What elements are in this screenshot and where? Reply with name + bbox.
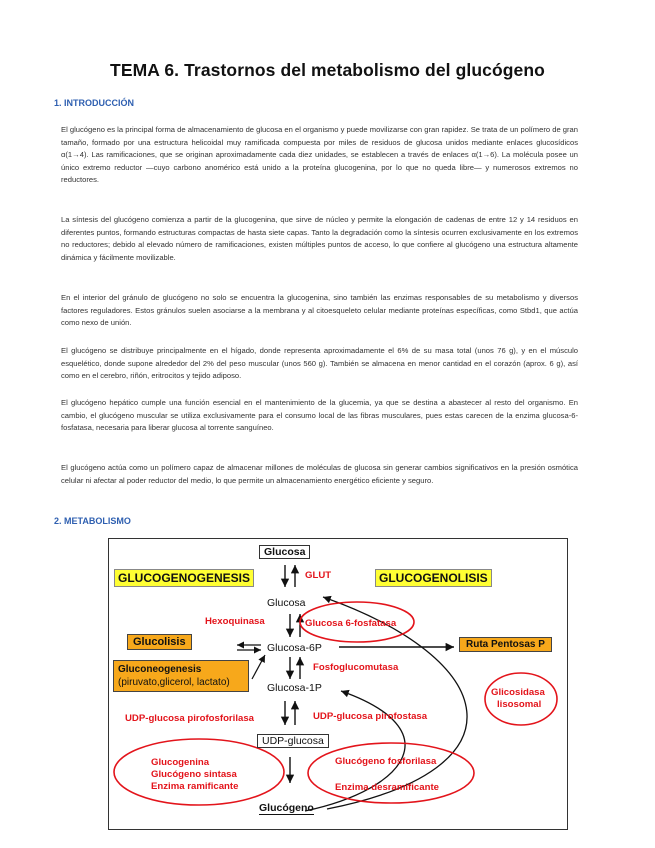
- box-glucogenolisis: GLUCOGENOLISIS: [375, 569, 492, 587]
- box-ruta-pentosas: Ruta Pentosas P: [459, 637, 552, 652]
- box-glucolisis: Glucolisis: [127, 634, 192, 650]
- label-glucogenina: Glucogenina: [151, 757, 210, 768]
- paragraph-6: El glucógeno actúa como un polímero capaz de almacenar millones de moléculas de glucosa sin generar cambios significativos en la presión osmótica celular ni afectar al poder reductor del medio, lo que permite un almacenamiento energético eficiente y seguro.: [61, 463, 578, 485]
- node-glucosa-6p: Glucosa-6P: [267, 642, 322, 654]
- label-glicosidasa: Glicosidasa: [491, 687, 545, 698]
- box-gluconeogenesis: [113, 660, 249, 692]
- label-udp-glucosa-pirofosforilasa: UDP-glucosa pirofosforilasa: [125, 713, 255, 724]
- paragraph-3: En el interior del gránulo de glucógeno no solo se encuentra la glucogenina, sino también las enzimas responsables de su metabolismo y diversos factores reguladores. Estos gránulos suelen asociarse a la membrana y al citoesqueleto celular mediante proteínas específicas, como Stbd1, que actúa como nexo de unión.: [61, 293, 578, 328]
- box-glucogenogenesis: GLUCOGENOGENESIS: [114, 569, 254, 587]
- label-gluconeogenesis: Gluconeogenesis: [118, 664, 202, 675]
- section-heading-metabolismo: 2. METABOLISMO: [54, 516, 131, 526]
- node-glucosa-extracelular: Glucosa: [259, 545, 310, 559]
- page-title: TEMA 6. Trastornos del metabolismo del glucógeno: [110, 60, 545, 80]
- metabolism-diagram: [108, 538, 568, 830]
- label-enzima-ramificante: Enzima ramificante: [151, 781, 239, 792]
- label-glucogeno-fosforilasa: Glucógeno fosforilasa: [335, 756, 437, 767]
- paragraph-1: El glucógeno es la principal forma de almacenamiento de glucosa en el organismo y puede movilizarse con gran rapidez. Se trata de un polímero de gran tamaño, formado por una estructura helicoidal muy ramificada compuesta por miles de residuos de glucosa unidos mediante enlaces glucosídicos α(1→4). Las ramificaciones, que se originan aproximadamente cada diez unidades, se establecen a través de enlaces α(1→6). La molécula posee un único extremo reductor —cuyo carbono anomérico está unido a la proteína glucogenina, por lo que no queda libre— y numerosos extremos no reductores.: [61, 125, 578, 185]
- paragraph-2: La síntesis del glucógeno comienza a partir de la glucogenina, que sirve de núcleo y permite la elongación de cadenas de entre 12 y 14 residuos en diferentes puntos, formando estructuras compactas de hasta siete capas. Tanto la degradación como la síntesis ocurren exclusivamente en los extremos no reductores; debido al elevado número de ramificaciones, existen múltiples puntos de acceso, lo que confiere al glucógeno una estructura altamente dinámica y fácilmente movilizable.: [61, 215, 578, 262]
- label-gluconeogenesis-sustratos: (piruvato,glicerol, lactato): [118, 677, 230, 688]
- label-fosfoglucomutasa: Fosfoglucomutasa: [313, 662, 399, 673]
- paragraph-5: El glucógeno hepático cumple una función esencial en el mantenimiento de la glucemia, ya que se destina a abastecer al resto del organismo. En cambio, el glucógeno muscular se utiliza exclusivamente para el consumo local de las fibras musculares, pues estas carecen de la enzima glucosa-6-fosfatasa, necesaria para liberar glucosa al torrente sanguíneo.: [61, 398, 578, 433]
- node-udp-glucosa: UDP-glucosa: [257, 734, 329, 748]
- node-glucosa: Glucosa: [267, 597, 306, 609]
- label-glucogeno-sintasa: Glucógeno sintasa: [151, 769, 237, 780]
- node-glucosa-1p: Glucosa-1P: [267, 682, 322, 694]
- label-udp-glucosa-pirofostasa: UDP-glucosa pirofostasa: [313, 711, 428, 722]
- label-glucosa-6-fosfatasa: Glucosa 6-fosfatasa: [305, 618, 397, 629]
- arrow-gluconeogenesis: [252, 655, 265, 679]
- section-heading-introduccion: 1. INTRODUCCIÓN: [54, 98, 135, 108]
- label-lisosomal: lisosomal: [497, 699, 542, 710]
- node-glucogeno: Glucógeno: [259, 802, 314, 814]
- label-enzima-desramificante: Enzima desramificante: [335, 782, 439, 793]
- paragraph-4: El glucógeno se distribuye principalmente en el hígado, donde representa aproximadamente el 6% de su masa total (unos 76 g), y en el músculo esquelético, donde supone alrededor del 2% del peso muscular (unos 560 g). También se almacena en menor cantidad en el corazón (aprox. 6 g), así como en el cerebro, riñón, eritrocitos y tejido adiposo.: [61, 346, 578, 381]
- label-hexoquinasa: Hexoquinasa: [205, 616, 265, 627]
- label-glut: GLUT: [305, 570, 332, 581]
